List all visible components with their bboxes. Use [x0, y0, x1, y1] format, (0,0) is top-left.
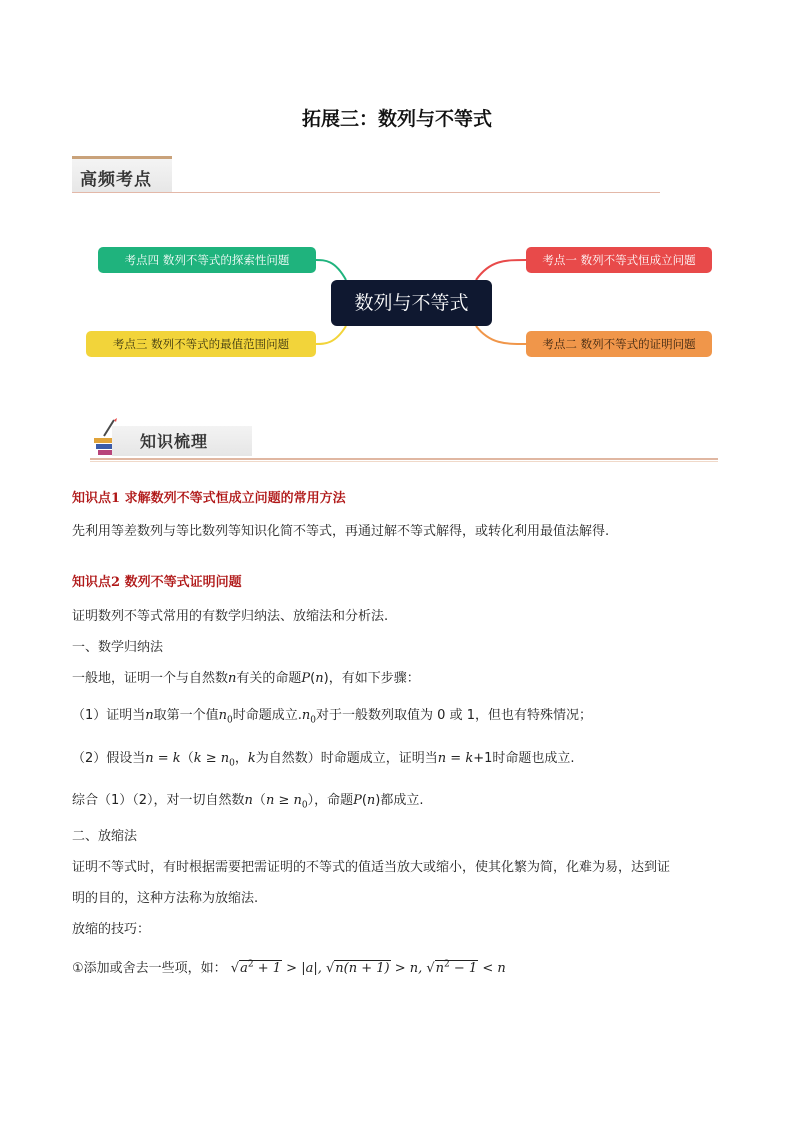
page-title: 拓展三：数列与不等式: [301, 108, 492, 130]
text: （: [180, 751, 194, 766]
mindmap-node-3: 考点三 数列不等式的最值范围问题: [86, 331, 316, 357]
text: ，有如下步骤：: [328, 671, 420, 686]
s1-title: 一、数学归纳法: [72, 640, 164, 655]
text: ），命题: [307, 793, 354, 808]
math-Pn: P: [301, 671, 311, 686]
text: ①添加或舍去一些项，如：: [72, 961, 227, 976]
s2-text-1: 证明不等式时，有时根据需要把需证明的不等式的值适当放大或缩小，使其化繁为简，化难为易，达到证: [72, 860, 671, 875]
knowledge-banner: [90, 408, 718, 464]
text: 一般地，证明一个与自然数: [72, 671, 229, 686]
kp1-heading: 知识点1 求解数列不等式恒成立问题的常用方法: [72, 491, 346, 506]
banner-divider: [72, 192, 660, 193]
knowledge-label: 知识梳理: [140, 432, 209, 451]
text: 综合（1）（2），对一切自然数: [72, 793, 245, 808]
mindmap-node-1: 考点一 数列不等式恒成立问题: [526, 247, 712, 273]
math-sqrt-expression: $√a^2 + 1 > |a|$, √n(n + 1) > n, $√n^2 - 1 < n$: [230, 959, 506, 976]
math-k: k: [247, 751, 256, 766]
text: （1）证明当: [72, 708, 146, 723]
math-n0: $n_0$: [218, 708, 233, 726]
s2-tip1: [72, 957, 506, 976]
knowledge-divider: [90, 458, 718, 460]
text: （2）假设当: [72, 751, 146, 766]
text: 为自然数）时命题成立，证明当: [255, 751, 438, 766]
text: 时命题也成立.: [492, 751, 575, 766]
math-n: n: [145, 708, 154, 723]
banner-label: 高频考点: [80, 170, 152, 190]
s1-conclusion: 综合（1）（2），对一切自然数$n(n \ge n_0)$，命题P(n)都成立.: [72, 793, 424, 811]
kp2-heading: 知识点2 数列不等式证明问题: [72, 575, 242, 590]
math-n0: $n_0$: [301, 708, 317, 726]
knowledge-divider-thin: [90, 461, 718, 462]
section-banner-high-frequency: [72, 156, 660, 192]
math-k-ge-n0: $k \ge n_0$: [193, 751, 235, 769]
banner-tab: [72, 156, 172, 192]
s2-tips: 放缩的技巧：: [72, 922, 151, 937]
s1-step2: （2）假设当$n = k(k \ge n_0$，k为自然数）时命题成立，证明当n = k+1时命题也成立.: [72, 751, 575, 769]
kp2-intro: 证明数列不等式常用的有数学归纳法、放缩法和分析法.: [72, 609, 389, 624]
mindmap-center: 数列与不等式: [331, 280, 492, 326]
s1-line1: 一般地，证明一个与自然数n有关的命题P(n)，有如下步骤：: [72, 671, 420, 686]
s2-text-2: 明的目的，这种方法称为放缩法.: [72, 891, 259, 906]
math-n: n: [244, 793, 253, 808]
knowledge-tab: [112, 426, 252, 456]
math-n-eq-k1: n = k: [437, 751, 474, 766]
text: ，: [234, 751, 248, 766]
kp1-text: 先利用等差数列与等比数列等知识化简不等式，再通过解不等式解得，或转化利用最值法解得.: [72, 524, 610, 539]
mindmap-node-4: 考点四 数列不等式的探索性问题: [98, 247, 316, 273]
s2-title: 二、放缩法: [72, 829, 138, 844]
text: （: [252, 793, 266, 808]
mindmap: [0, 230, 794, 370]
math-Pn: P: [353, 793, 362, 808]
math-n-ge-n0: $n \ge n_0$: [265, 793, 308, 811]
s1-step1: [72, 704, 592, 726]
math-n: n: [228, 671, 237, 686]
text: 有关的命题: [236, 671, 302, 686]
text: 时命题成立.: [232, 708, 302, 723]
mindmap-node-2: 考点二 数列不等式的证明问题: [526, 331, 712, 357]
text: 取第一个值: [153, 708, 219, 723]
math-n-eq-k: n = k: [145, 751, 181, 766]
text: 都成立.: [380, 793, 424, 808]
text: 对于一般数列取值为 0 或 1，但也有特殊情况；: [316, 708, 592, 723]
